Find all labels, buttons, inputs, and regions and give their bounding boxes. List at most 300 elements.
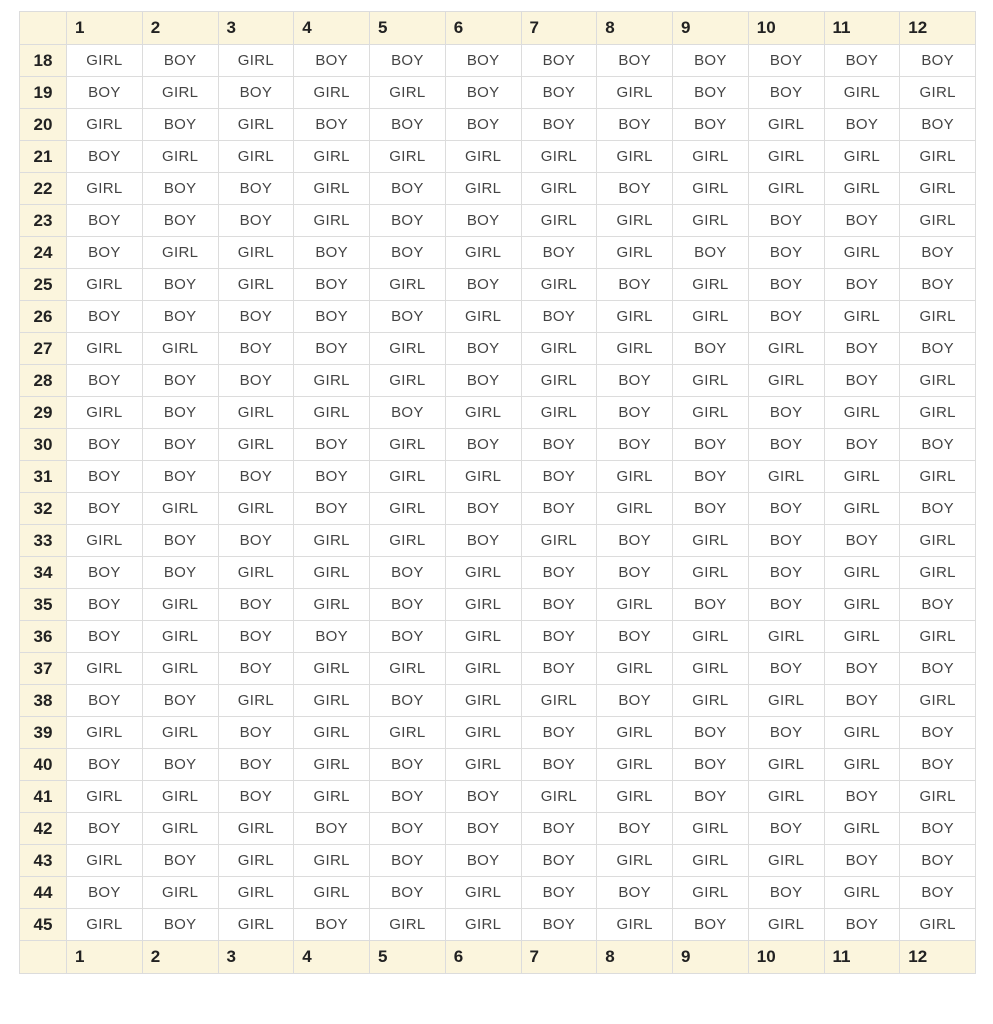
gender-cell: GIRL [673,653,749,685]
gender-cell: BOY [824,45,900,77]
gender-cell: GIRL [445,557,521,589]
month-header-9: 9 [673,12,749,45]
gender-cell: GIRL [824,717,900,749]
gender-cell: GIRL [597,77,673,109]
gender-cell: BOY [67,493,143,525]
gender-cell: GIRL [142,77,218,109]
gender-cell: BOY [900,845,976,877]
gender-cell: BOY [67,813,143,845]
gender-cell: BOY [445,781,521,813]
gender-cell: BOY [597,685,673,717]
month-footer-12: 12 [900,941,976,974]
gender-cell: BOY [521,557,597,589]
corner-cell [20,941,67,974]
gender-cell: GIRL [597,141,673,173]
month-header-12: 12 [900,12,976,45]
month-header-11: 11 [824,12,900,45]
gender-cell: BOY [900,749,976,781]
gender-cell: BOY [445,205,521,237]
table-row [20,557,976,589]
gender-cell: GIRL [67,653,143,685]
gender-cell: GIRL [445,653,521,685]
gender-cell: BOY [142,205,218,237]
gender-cell: GIRL [900,909,976,941]
gender-cell: BOY [900,333,976,365]
age-label: 23 [20,205,67,237]
age-label: 38 [20,685,67,717]
gender-cell: GIRL [218,877,294,909]
gender-cell: GIRL [597,653,673,685]
gender-cell: BOY [748,877,824,909]
gender-cell: GIRL [900,141,976,173]
gender-cell: BOY [294,45,370,77]
gender-cell: GIRL [67,333,143,365]
gender-cell: GIRL [218,237,294,269]
gender-cell: GIRL [748,621,824,653]
table-row [20,269,976,301]
gender-cell: BOY [218,461,294,493]
gender-cell: BOY [597,813,673,845]
gender-cell: BOY [900,877,976,909]
gender-cell: BOY [824,525,900,557]
gender-cell: BOY [824,685,900,717]
gender-cell: BOY [218,365,294,397]
gender-cell: GIRL [294,749,370,781]
gender-cell: BOY [370,621,446,653]
corner-cell [20,12,67,45]
gender-cell: GIRL [673,141,749,173]
gender-cell: GIRL [445,717,521,749]
table-row [20,653,976,685]
table-row [20,397,976,429]
gender-cell: GIRL [294,781,370,813]
gender-cell: BOY [370,557,446,589]
gender-cell: GIRL [142,717,218,749]
gender-cell: BOY [824,365,900,397]
gender-cell: BOY [521,77,597,109]
age-label: 32 [20,493,67,525]
gender-cell: BOY [294,621,370,653]
gender-cell: BOY [748,77,824,109]
gender-cell: BOY [67,749,143,781]
gender-cell: GIRL [218,493,294,525]
month-footer-11: 11 [824,941,900,974]
gender-cell: BOY [597,45,673,77]
gender-cell: BOY [294,461,370,493]
gender-cell: BOY [597,621,673,653]
age-label: 42 [20,813,67,845]
gender-cell: BOY [521,621,597,653]
age-label: 20 [20,109,67,141]
gender-cell: BOY [900,653,976,685]
gender-cell: BOY [673,749,749,781]
gender-cell: GIRL [294,589,370,621]
gender-cell: GIRL [445,685,521,717]
gender-cell: GIRL [900,365,976,397]
gender-cell: GIRL [748,333,824,365]
gender-cell: BOY [597,109,673,141]
gender-cell: GIRL [521,781,597,813]
gender-cell: GIRL [673,845,749,877]
gender-cell: BOY [597,365,673,397]
gender-cell: BOY [521,813,597,845]
month-header-6: 6 [445,12,521,45]
gender-cell: BOY [748,237,824,269]
gender-cell: BOY [824,429,900,461]
month-footer-4: 4 [294,941,370,974]
gender-cell: BOY [445,109,521,141]
gender-cell: GIRL [142,141,218,173]
gender-cell: BOY [673,109,749,141]
gender-cell: BOY [142,173,218,205]
age-label: 22 [20,173,67,205]
gender-cell: GIRL [67,173,143,205]
gender-cell: GIRL [67,525,143,557]
gender-cell: GIRL [370,717,446,749]
gender-cell: BOY [673,461,749,493]
gender-cell: GIRL [142,877,218,909]
gender-cell: BOY [142,45,218,77]
month-footer-10: 10 [748,941,824,974]
gender-cell: GIRL [67,109,143,141]
gender-cell: BOY [673,589,749,621]
gender-cell: GIRL [673,525,749,557]
gender-cell: BOY [218,653,294,685]
gender-cell: GIRL [218,397,294,429]
gender-cell: GIRL [824,749,900,781]
gender-cell: BOY [67,461,143,493]
gender-cell: GIRL [900,205,976,237]
gender-cell: GIRL [67,909,143,941]
gender-cell: GIRL [900,397,976,429]
gender-cell: GIRL [597,237,673,269]
month-header-4: 4 [294,12,370,45]
month-footer-1: 1 [67,941,143,974]
gender-cell: GIRL [673,557,749,589]
gender-cell: GIRL [824,493,900,525]
gender-cell: BOY [294,237,370,269]
gender-cell: GIRL [900,173,976,205]
gender-cell: GIRL [218,685,294,717]
gender-cell: GIRL [824,173,900,205]
table-row [20,333,976,365]
gender-cell: GIRL [597,909,673,941]
age-label: 45 [20,909,67,941]
gender-cell: GIRL [294,173,370,205]
gender-cell: GIRL [748,173,824,205]
gender-cell: GIRL [370,653,446,685]
age-label: 39 [20,717,67,749]
gender-cell: GIRL [597,205,673,237]
gender-cell: BOY [597,877,673,909]
gender-cell: BOY [445,493,521,525]
gender-cell: GIRL [673,205,749,237]
gender-cell: BOY [142,557,218,589]
gender-cell: BOY [370,589,446,621]
age-label: 19 [20,77,67,109]
gender-cell: BOY [67,365,143,397]
table-row [20,845,976,877]
table-row [20,237,976,269]
gender-cell: BOY [294,493,370,525]
gender-cell: GIRL [294,525,370,557]
gender-cell: GIRL [597,493,673,525]
gender-cell: GIRL [673,365,749,397]
table-row [20,909,976,941]
gender-cell: GIRL [67,845,143,877]
gender-cell: BOY [900,813,976,845]
gender-cell: BOY [824,269,900,301]
gender-cell: BOY [294,109,370,141]
gender-cell: BOY [294,269,370,301]
gender-cell: GIRL [824,141,900,173]
month-footer-6: 6 [445,941,521,974]
table-row [20,461,976,493]
gender-cell: GIRL [370,525,446,557]
gender-cell: GIRL [748,109,824,141]
month-footer-7: 7 [521,941,597,974]
gender-cell: GIRL [142,653,218,685]
gender-cell: BOY [294,813,370,845]
gender-cell: BOY [824,333,900,365]
gender-cell: GIRL [597,589,673,621]
gender-cell: BOY [370,685,446,717]
gender-cell: BOY [445,365,521,397]
gender-cell: GIRL [142,813,218,845]
gender-cell: BOY [597,173,673,205]
gender-cell: BOY [824,653,900,685]
gender-cell: BOY [597,269,673,301]
gender-cell: BOY [142,685,218,717]
gender-cell: BOY [370,749,446,781]
gender-cell: BOY [218,621,294,653]
gender-cell: GIRL [218,429,294,461]
gender-cell: GIRL [370,269,446,301]
gender-cell: BOY [748,493,824,525]
table-body [20,45,976,941]
gender-cell: GIRL [294,845,370,877]
gender-cell: GIRL [294,557,370,589]
gender-cell: GIRL [824,621,900,653]
gender-cell: GIRL [673,621,749,653]
gender-cell: GIRL [218,557,294,589]
gender-cell: BOY [142,397,218,429]
gender-cell: GIRL [218,45,294,77]
gender-cell: GIRL [673,173,749,205]
gender-cell: BOY [673,333,749,365]
gender-cell: GIRL [294,653,370,685]
gender-cell: BOY [597,397,673,429]
gender-cell: BOY [142,909,218,941]
gender-cell: GIRL [370,461,446,493]
gender-cell: GIRL [370,333,446,365]
month-header-2: 2 [142,12,218,45]
gender-cell: BOY [142,109,218,141]
gender-cell: GIRL [294,397,370,429]
gender-cell: GIRL [445,397,521,429]
age-label: 43 [20,845,67,877]
gender-cell: GIRL [824,301,900,333]
gender-cell: BOY [900,429,976,461]
age-label: 30 [20,429,67,461]
gender-cell: GIRL [900,685,976,717]
gender-cell: BOY [67,301,143,333]
gender-cell: GIRL [824,461,900,493]
gender-cell: GIRL [673,685,749,717]
gender-cell: GIRL [521,397,597,429]
gender-cell: GIRL [445,909,521,941]
gender-cell: BOY [294,909,370,941]
gender-cell: GIRL [445,749,521,781]
gender-cell: BOY [294,333,370,365]
gender-cell: BOY [900,109,976,141]
gender-cell: BOY [748,301,824,333]
gender-cell: GIRL [900,781,976,813]
gender-cell: BOY [370,813,446,845]
age-label: 40 [20,749,67,781]
gender-cell: GIRL [445,173,521,205]
gender-cell: GIRL [370,77,446,109]
gender-cell: GIRL [521,205,597,237]
age-label: 37 [20,653,67,685]
table-row [20,45,976,77]
gender-cell: BOY [673,429,749,461]
gender-cell: BOY [218,525,294,557]
gender-cell: BOY [445,525,521,557]
age-label: 29 [20,397,67,429]
month-footer-9: 9 [673,941,749,974]
age-label: 31 [20,461,67,493]
table-row [20,205,976,237]
gender-cell: BOY [294,429,370,461]
gender-cell: GIRL [824,813,900,845]
age-label: 26 [20,301,67,333]
gender-cell: BOY [673,45,749,77]
gender-cell: BOY [824,909,900,941]
gender-cell: GIRL [218,845,294,877]
gender-cell: BOY [900,493,976,525]
gender-cell: GIRL [597,845,673,877]
gender-cell: GIRL [748,749,824,781]
gender-cell: BOY [370,205,446,237]
gender-cell: GIRL [445,621,521,653]
gender-cell: BOY [521,845,597,877]
gender-cell: GIRL [673,813,749,845]
gender-cell: GIRL [445,237,521,269]
table-row [20,493,976,525]
gender-cell: GIRL [370,429,446,461]
gender-cell: BOY [824,781,900,813]
month-header-10: 10 [748,12,824,45]
gender-cell: GIRL [597,333,673,365]
gender-cell: BOY [521,237,597,269]
gender-cell: GIRL [445,461,521,493]
age-label: 25 [20,269,67,301]
gender-cell: GIRL [521,685,597,717]
table-row [20,877,976,909]
gender-cell: BOY [445,45,521,77]
gender-cell: BOY [370,845,446,877]
gender-cell: BOY [673,77,749,109]
gender-cell: BOY [67,877,143,909]
gender-cell: GIRL [748,461,824,493]
gender-cell: BOY [142,365,218,397]
gender-cell: BOY [370,781,446,813]
gender-cell: GIRL [294,365,370,397]
gender-cell: BOY [597,525,673,557]
month-footer-2: 2 [142,941,218,974]
gender-cell: BOY [370,45,446,77]
table-row [20,525,976,557]
gender-cell: GIRL [142,493,218,525]
gender-cell: BOY [67,621,143,653]
gender-cell: BOY [900,717,976,749]
table-row [20,141,976,173]
gender-cell: BOY [673,237,749,269]
gender-cell: GIRL [673,269,749,301]
gender-cell: GIRL [294,877,370,909]
gender-cell: GIRL [748,365,824,397]
gender-cell: GIRL [445,877,521,909]
gender-cell: GIRL [748,781,824,813]
table-row [20,621,976,653]
gender-cell: BOY [900,45,976,77]
gender-cell: BOY [67,589,143,621]
gender-cell: BOY [370,173,446,205]
gender-cell: GIRL [142,237,218,269]
gender-cell: GIRL [294,685,370,717]
gender-cell: BOY [900,589,976,621]
gender-cell: BOY [748,429,824,461]
gender-cell: GIRL [597,749,673,781]
gender-cell: GIRL [824,397,900,429]
gender-cell: BOY [142,269,218,301]
gender-cell: BOY [370,877,446,909]
gender-cell: GIRL [748,845,824,877]
age-label: 33 [20,525,67,557]
gender-cell: BOY [218,77,294,109]
gender-cell: GIRL [521,173,597,205]
gender-cell: GIRL [370,365,446,397]
gender-cell: GIRL [748,685,824,717]
gender-cell: GIRL [824,77,900,109]
gender-cell: BOY [748,717,824,749]
gender-cell: GIRL [597,461,673,493]
gender-cell: BOY [521,653,597,685]
gender-cell: GIRL [521,365,597,397]
gender-cell: BOY [521,461,597,493]
month-header-5: 5 [370,12,446,45]
gender-cell: GIRL [218,141,294,173]
table-row [20,365,976,397]
gender-cell: GIRL [445,589,521,621]
gender-cell: GIRL [142,621,218,653]
gender-cell: BOY [218,301,294,333]
gender-cell: BOY [218,717,294,749]
gender-cell: BOY [370,237,446,269]
gender-cell: GIRL [370,141,446,173]
gender-cell: BOY [521,717,597,749]
gender-cell: BOY [218,333,294,365]
gender-cell: GIRL [900,525,976,557]
gender-cell: BOY [748,205,824,237]
age-label: 34 [20,557,67,589]
month-footer-8: 8 [597,941,673,974]
age-label: 35 [20,589,67,621]
age-label: 21 [20,141,67,173]
gender-cell: GIRL [218,269,294,301]
gender-cell: BOY [142,301,218,333]
